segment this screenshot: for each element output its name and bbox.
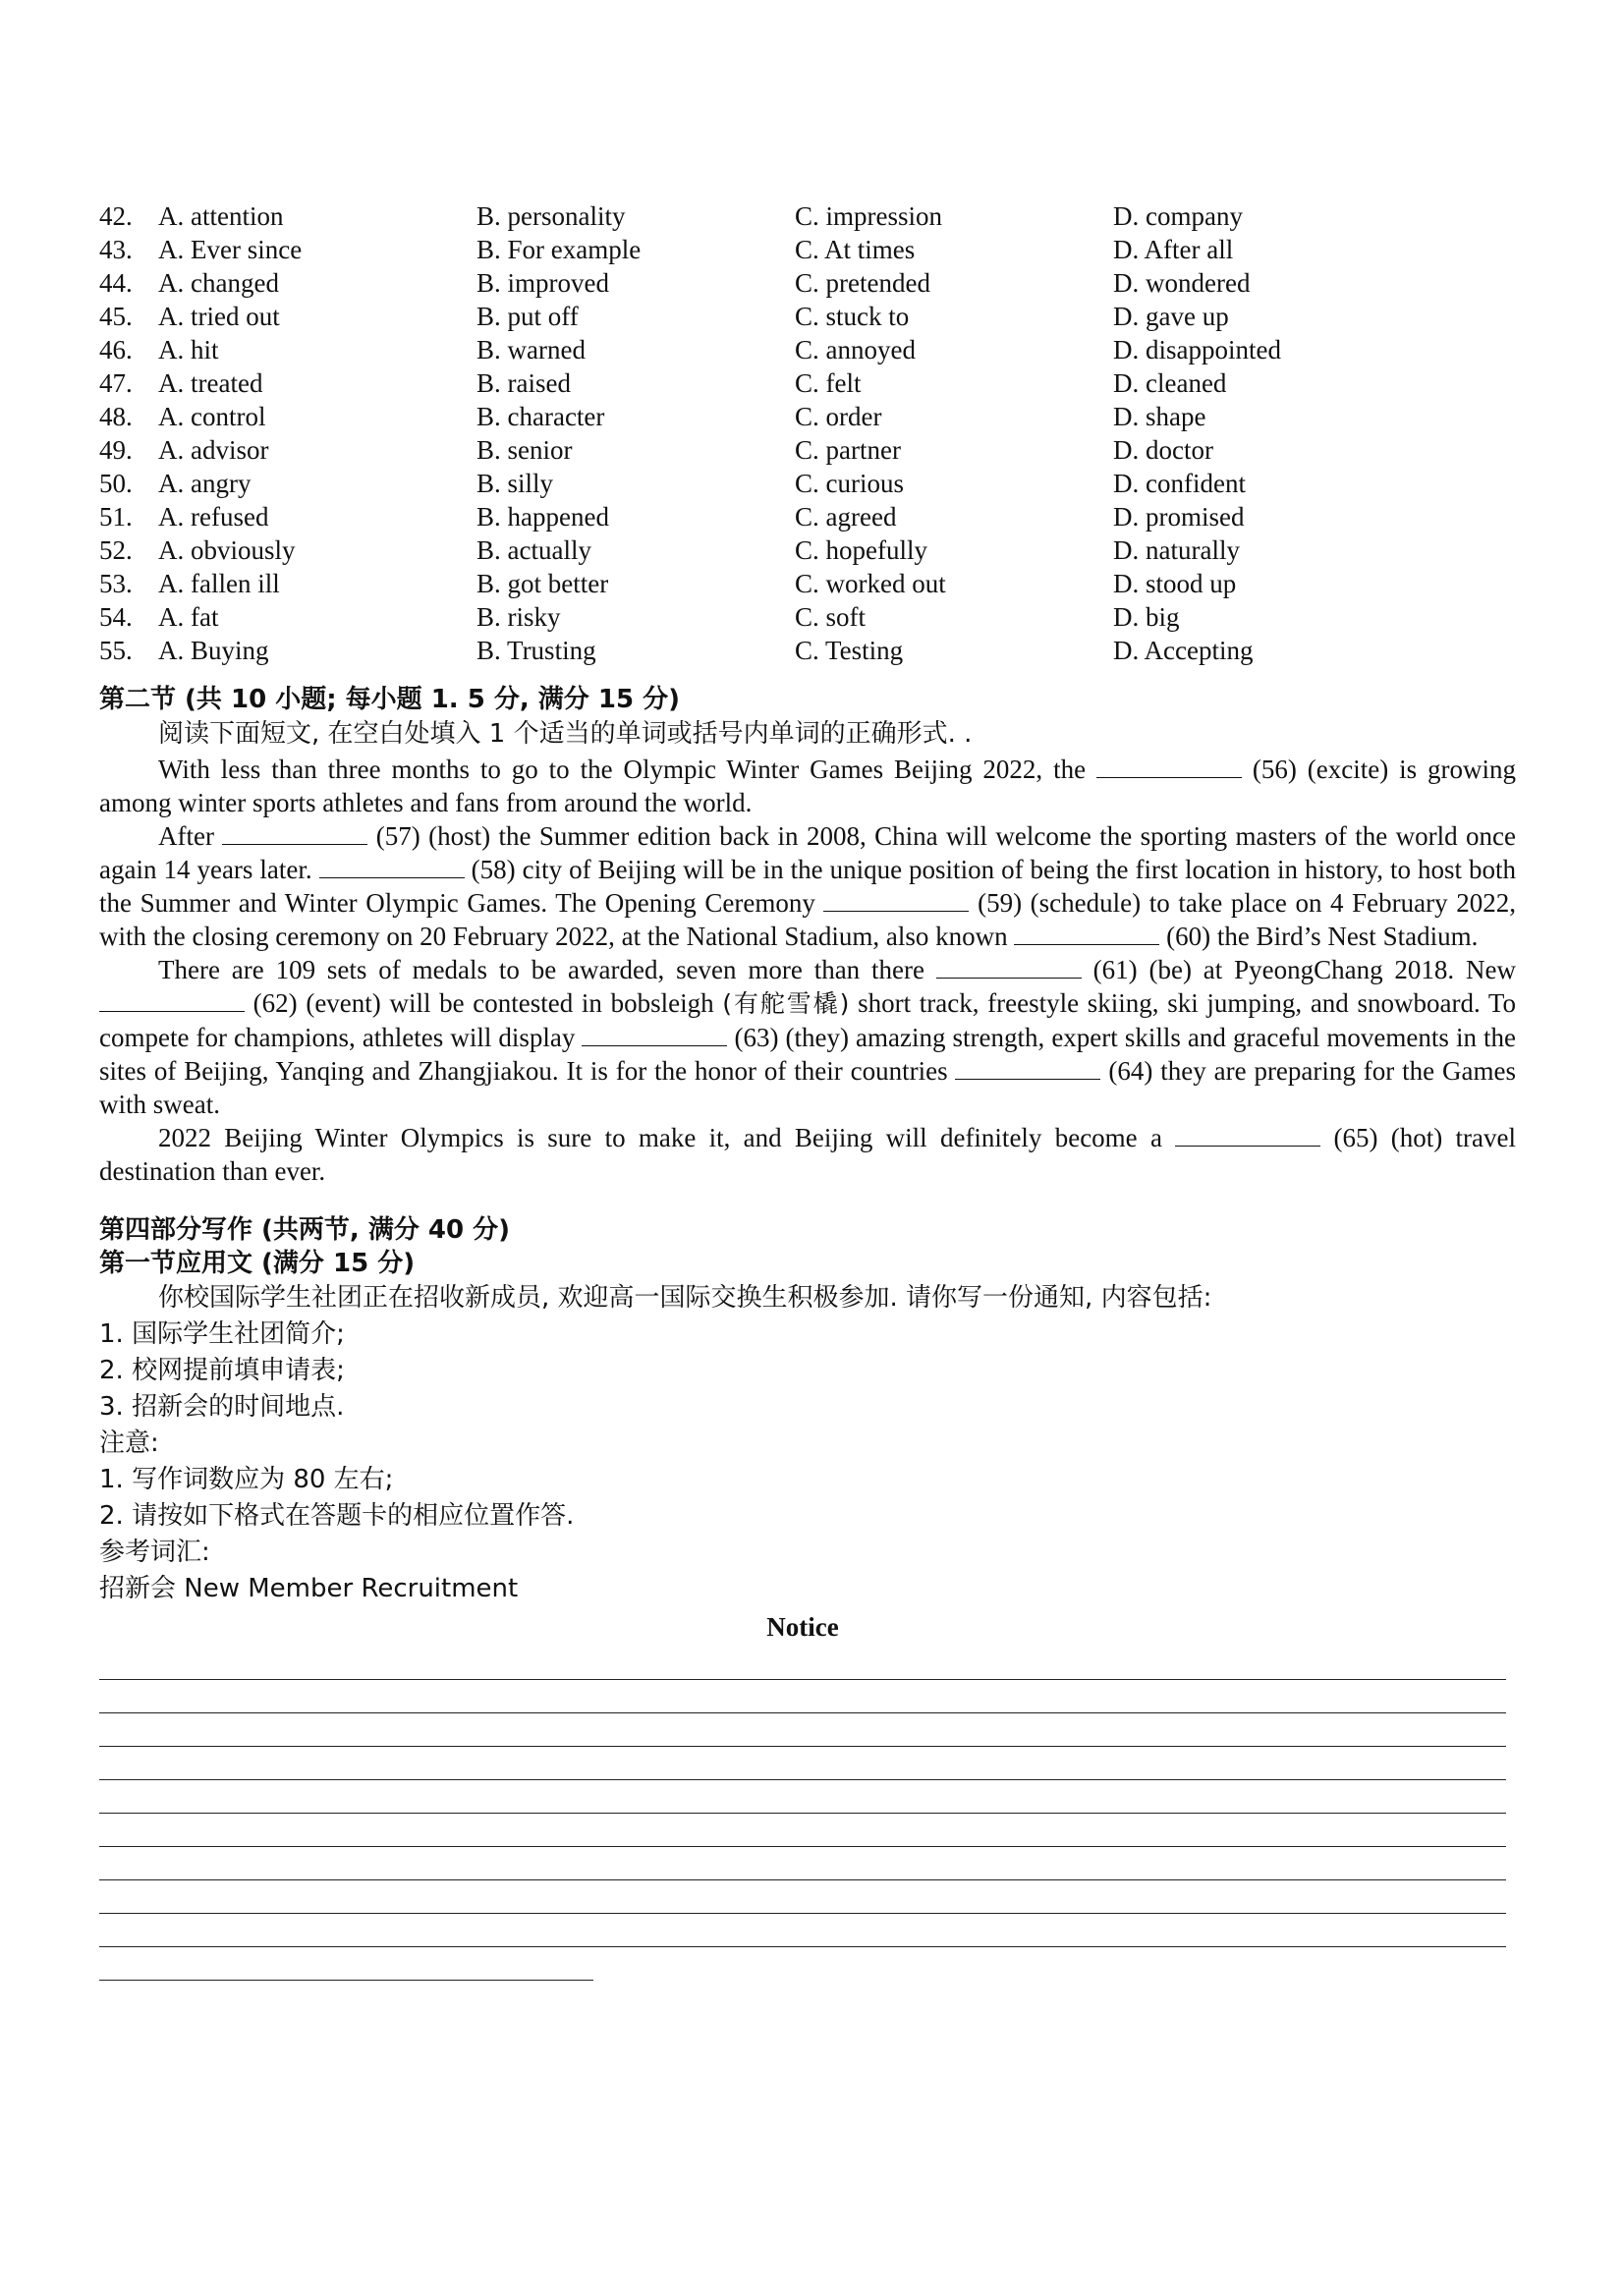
option-b: B. personality (476, 201, 626, 231)
option-a: A. obviously (158, 535, 296, 565)
answer-line[interactable] (99, 1780, 1506, 1814)
option-d: D. After all (1113, 235, 1234, 264)
option-d: D. gave up (1113, 302, 1229, 331)
option-d: D. confident (1113, 469, 1246, 498)
passage-paragraph-3 (99, 953, 1516, 1121)
question-number: 43. (99, 235, 133, 264)
passage-paragraph-4 (99, 1121, 1516, 1188)
option-a: A. advisor (158, 435, 269, 465)
option-a: A. angry (158, 469, 252, 498)
cloze-options-list (99, 199, 1516, 667)
option-d: D. doctor (1113, 435, 1213, 465)
option-row-55 (99, 634, 1516, 667)
option-d: D. Accepting (1113, 636, 1254, 665)
blank-64[interactable] (955, 1057, 1100, 1080)
option-row-42 (99, 199, 1516, 233)
option-a: A. refused (158, 502, 269, 532)
option-row-50 (99, 467, 1516, 500)
option-d: D. company (1113, 201, 1243, 231)
passage-text: 2022 Beijing Winter Olympics is sure to make it, and Beijing will definitely become a (158, 1123, 1176, 1152)
blank-63[interactable] (582, 1024, 727, 1046)
option-a: A. Buying (158, 636, 269, 665)
option-a: A. Ever since (158, 235, 303, 264)
option-b: B. Trusting (476, 636, 596, 665)
option-b: B. improved (476, 268, 609, 298)
option-c: C. annoyed (795, 335, 916, 364)
answer-line[interactable] (99, 1914, 1506, 1947)
section-2-heading: 第二节 (共 10 小题; 每小题 1. 5 分, 满分 15 分) (99, 685, 680, 714)
option-d: D. promised (1113, 502, 1245, 532)
answer-area (99, 1647, 1516, 1981)
option-row-49 (99, 433, 1516, 467)
blank-61[interactable] (936, 956, 1082, 979)
blank-56[interactable] (1096, 756, 1242, 778)
task-item-2: 2. 校网提前填申请表; (99, 1356, 345, 1385)
blank-58[interactable] (319, 856, 465, 878)
passage-text: With less than three months to go to the Olympic Winter Games Beijing 2022, the (158, 755, 1096, 784)
option-c: C. Testing (795, 636, 904, 665)
option-row-43 (99, 233, 1516, 266)
vocab-label: 参考词汇: (99, 1538, 210, 1567)
passage-text: (60) the Bird’s Nest Stadium. (1159, 922, 1479, 951)
option-d: D. naturally (1113, 535, 1240, 565)
note-item-2: 2. 请按如下格式在答题卡的相应位置作答. (99, 1501, 575, 1531)
option-a: A. fallen ill (158, 569, 280, 598)
passage-text: (62) (event) will be contested in bobsleigh (245, 988, 723, 1018)
option-a: A. control (158, 402, 266, 431)
answer-line[interactable] (99, 1647, 1506, 1680)
answer-line[interactable] (99, 1680, 1506, 1713)
option-c: C. impression (795, 201, 943, 231)
option-c: C. partner (795, 435, 901, 465)
option-d: D. stood up (1113, 569, 1237, 598)
notice-title: Notice (766, 1612, 839, 1642)
option-c: C. curious (795, 469, 904, 498)
blank-59[interactable] (823, 889, 969, 912)
note-item-1: 1. 写作词数应为 80 左右; (99, 1465, 394, 1494)
option-row-51 (99, 500, 1516, 533)
question-number: 46. (99, 335, 133, 364)
passage-text: (58) city of Beijing will be in the unique position of being the first location in history, to host both the Summer and Winter Olympic Games. The Opening Ceremony (99, 855, 1516, 918)
question-number: 50. (99, 469, 133, 498)
question-number: 45. (99, 302, 133, 331)
answer-line[interactable] (99, 1814, 1506, 1847)
vocab-entry: 招新会 New Member Recruitment (99, 1574, 519, 1603)
option-c: C. At times (795, 235, 916, 264)
writing-task: 你校国际学生社团正在招收新成员, 欢迎高一国际交换生积极参加. 请你写一份通知, 内容包括: (158, 1283, 1212, 1313)
passage-text: (56) (excite) is growing among winter sports athletes and fans from around the world. (99, 755, 1517, 817)
option-a: A. fat (158, 602, 219, 632)
blank-60[interactable] (1014, 923, 1159, 945)
option-row-46 (99, 333, 1516, 366)
question-number: 44. (99, 268, 133, 298)
passage-text: There are 109 sets of medals to be awarded, seven more than there (158, 955, 936, 984)
option-c: C. pretended (795, 268, 930, 298)
option-c: C. felt (795, 368, 862, 398)
option-b: B. put off (476, 302, 579, 331)
option-b: B. character (476, 402, 605, 431)
option-c: C. worked out (795, 569, 946, 598)
option-b: B. risky (476, 602, 561, 632)
question-number: 52. (99, 535, 133, 565)
answer-line[interactable] (99, 1747, 1506, 1780)
option-d: D. shape (1113, 402, 1206, 431)
section-2-instruction: 阅读下面短文, 在空白处填入 1 个适当的单词或括号内单词的正确形式. . (158, 719, 973, 749)
option-a: A. treated (158, 368, 263, 398)
blank-62[interactable] (99, 989, 245, 1012)
passage-text: (63) (they) amazing strength, expert skills and graceful movements in the sites of Beijing, Yanqing and Zhangjiakou. It is for the honor of their countries (99, 1023, 1516, 1086)
question-number: 48. (99, 402, 133, 431)
option-row-48 (99, 400, 1516, 433)
option-row-47 (99, 366, 1516, 400)
option-b: B. happened (476, 502, 609, 532)
question-number: 55. (99, 636, 133, 665)
option-b: B. raised (476, 368, 571, 398)
option-a: A. hit (158, 335, 219, 364)
option-b: B. warned (476, 335, 586, 364)
task-item-3: 3. 招新会的时间地点. (99, 1392, 345, 1422)
blank-65[interactable] (1175, 1124, 1320, 1147)
option-c: C. hopefully (795, 535, 927, 565)
passage-text: After (158, 821, 223, 851)
passage-paragraph-1 (99, 753, 1516, 819)
option-d: D. cleaned (1113, 368, 1227, 398)
blank-57[interactable] (222, 822, 367, 845)
passage-text: short track, freestyle skiing, ski jumping, and snowboard. To compete for champions, athletes will display (99, 988, 1517, 1052)
passage-text: (59) (schedule) to take place on 4 February 2022, with the closing ceremony on 20 February 2022, at the National Stadium, also known (99, 888, 1516, 951)
note-label: 注意: (99, 1428, 159, 1458)
option-b: B. For example (476, 235, 642, 264)
option-d: D. big (1113, 602, 1180, 632)
option-c: C. agreed (795, 502, 897, 532)
answer-line[interactable] (99, 1847, 1506, 1880)
option-c: C. soft (795, 602, 867, 632)
option-d: D. disappointed (1113, 335, 1281, 364)
question-number: 42. (99, 201, 133, 231)
option-a: A. changed (158, 268, 279, 298)
option-d: D. wondered (1113, 268, 1251, 298)
option-row-54 (99, 600, 1516, 634)
option-b: B. silly (476, 469, 554, 498)
question-number: 53. (99, 569, 133, 598)
question-number: 47. (99, 368, 133, 398)
option-row-53 (99, 567, 1516, 600)
option-row-45 (99, 300, 1516, 333)
exam-page (99, 199, 1516, 1981)
option-c: C. stuck to (795, 302, 910, 331)
task-item-1: 1. 国际学生社团简介; (99, 1319, 345, 1349)
option-b: B. got better (476, 569, 609, 598)
passage-text: (57) (host) the Summer edition back in 2008, China will welcome the sporting masters of the world once again 14 years later. (99, 821, 1517, 884)
part-4-heading: 第四部分写作 (共两节, 满分 40 分) (99, 1215, 511, 1245)
question-number: 51. (99, 502, 133, 532)
option-row-44 (99, 266, 1516, 300)
part-4-sub-heading: 第一节应用文 (满分 15 分) (99, 1249, 416, 1278)
answer-line-last[interactable] (99, 1947, 593, 1981)
passage-text: (61) (be) at PyeongChang 2018. New (1081, 955, 1516, 984)
option-a: A. attention (158, 201, 284, 231)
option-c: C. order (795, 402, 882, 431)
answer-line[interactable] (99, 1880, 1506, 1914)
option-b: B. actually (476, 535, 591, 565)
passage-paragraph-2 (99, 819, 1516, 953)
chinese-gloss: (有舵雪橇) (722, 989, 850, 1018)
question-number: 49. (99, 435, 133, 465)
option-b: B. senior (476, 435, 573, 465)
passage-text: (64) they are preparing for the Games with sweat. (99, 1056, 1516, 1119)
option-a: A. tried out (158, 302, 280, 331)
option-row-52 (99, 533, 1516, 567)
question-number: 54. (99, 602, 133, 632)
answer-line[interactable] (99, 1713, 1506, 1747)
passage-text: (65) (hot) travel destination than ever. (99, 1123, 1516, 1186)
